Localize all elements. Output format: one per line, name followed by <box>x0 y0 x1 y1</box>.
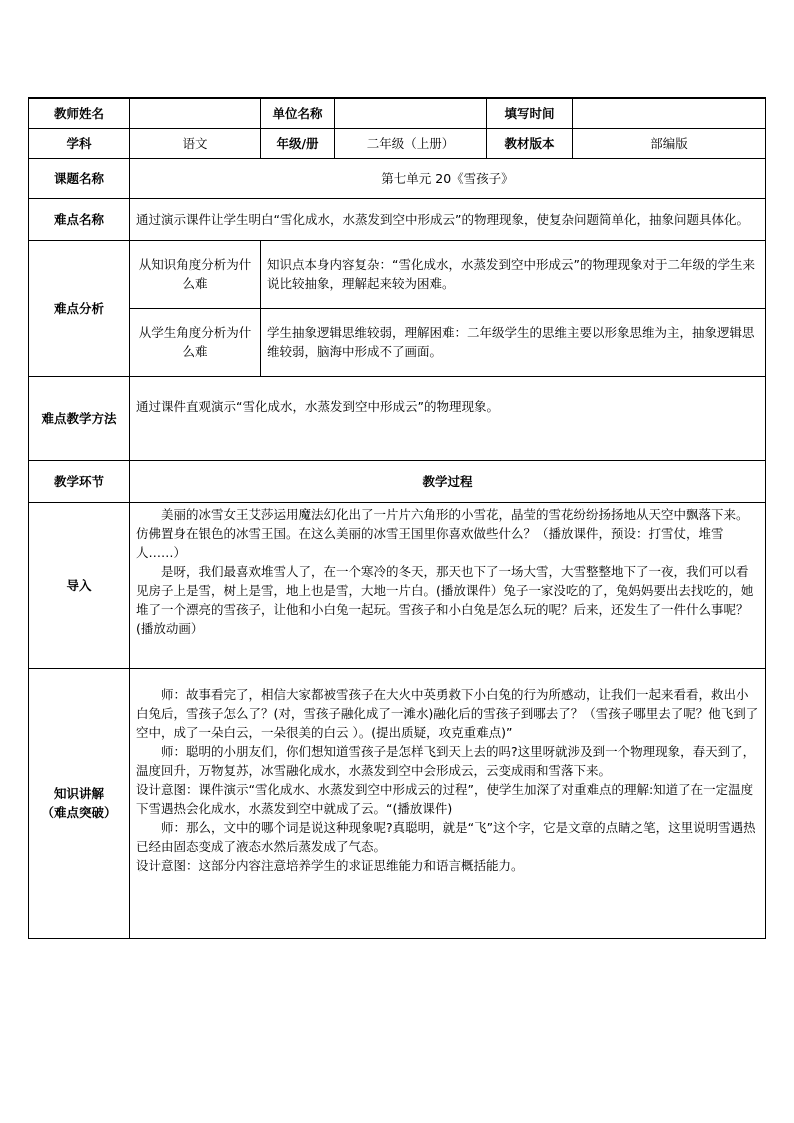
student-angle-label: 从学生角度分析为什么难 <box>130 308 261 376</box>
grade-value: 二年级（上册） <box>335 128 487 158</box>
lesson-plan-table <box>28 97 766 939</box>
process-stage-label: 教学环节 <box>29 460 130 502</box>
intro-paragraph-1: 美丽的冰雪女王艾莎运用魔法幻化出了一片片六角形的小雪花，晶莹的雪花纷纷扬扬地从天空中飘落下来。仿佛置身在银色的冰雪王国。在这么美丽的冰雪王国里你喜欢做些什么？（播放课件，预设：打雪仗，堆雪人……） <box>136 506 749 560</box>
grade-label: 年级/册 <box>261 128 335 158</box>
process-content-label: 教学过程 <box>130 460 766 502</box>
difficulty-value: 通过演示课件让学生明白“雪化成水，水蒸发到空中形成云”的物理现象，使复杂问题简单化，抽象问题具体化。 <box>130 198 766 240</box>
subject-value: 语文 <box>130 128 261 158</box>
edition-label: 教材版本 <box>487 128 573 158</box>
student-angle-value: 学生抽象逻辑思维较弱，理解困难：二年级学生的思维主要以形象思维为主，抽象逻辑思维较弱，脑海中形成不了画面。 <box>261 308 766 376</box>
intro-content <box>130 502 766 668</box>
intro-row <box>29 502 766 668</box>
lesson-row <box>29 158 766 198</box>
fill-date-value <box>573 98 766 128</box>
analysis-knowledge-row <box>29 240 766 308</box>
lesson-label: 课题名称 <box>29 158 130 198</box>
knowledge-label-cell <box>29 668 130 938</box>
knowledge-label: 知识讲解 <box>53 786 104 801</box>
analysis-label: 难点分析 <box>29 240 130 376</box>
knowledge-angle-label: 从知识角度分析为什么难 <box>130 240 261 308</box>
unit-name-label: 单位名称 <box>261 98 335 128</box>
knowledge-content <box>130 668 766 938</box>
teacher-name-label: 教师姓名 <box>29 98 130 128</box>
knowledge-paragraph-2: 师：聪明的小朋友们，你们想知道雪孩子是怎样飞到天上去的吗?这里呀就涉及到一个物理现象，春天到了，温度回升，万物复苏，冰雪融化成水，水蒸发到空中会形成云，云变成雨和雪落下来。 <box>136 743 756 778</box>
method-label: 难点教学方法 <box>29 376 130 460</box>
analysis-student-row <box>29 308 766 376</box>
fill-date-label: 填写时间 <box>487 98 573 128</box>
unit-name-value <box>335 98 487 128</box>
knowledge-angle-value: 知识点本身内容复杂：“雪化成水，水蒸发到空中形成云”的物理现象对于二年级的学生来说比较抽象，理解起来较为困难。 <box>261 240 766 308</box>
subject-label: 学科 <box>29 128 130 158</box>
difficulty-row <box>29 198 766 240</box>
intro-label: 导入 <box>29 502 130 668</box>
knowledge-label-sub: （难点突破） <box>41 805 117 820</box>
difficulty-label: 难点名称 <box>29 198 130 240</box>
method-row <box>29 376 766 460</box>
intro-paragraph-2: 是呀，我们最喜欢堆雪人了，在一个寒冷的冬天，那天也下了一场大雪，大雪整整地下了一夜，我们可以看见房子上是雪，树上是雪，地上也是雪，大地一片白。(播放课件）兔子一家没吃的了，兔妈妈要出去找吃的，她堆了一个漂亮的雪孩子，让他和小白兔一起玩。雪孩子和小白兔是怎么玩的呢？后来，还发生了一件什么事呢？(播放动画） <box>136 563 754 636</box>
lesson-plan-page <box>28 97 765 939</box>
knowledge-paragraph-3: 师：那么，文中的哪个词是说这种现象呢?真聪明，就是“飞”这个字，它是文章的点睛之笔，这里说明雪遇热已经由固态变成了液态水然后蒸发成了气态。 <box>136 819 756 854</box>
method-value: 通过课件直观演示“雪化成水，水蒸发到空中形成云”的物理现象。 <box>130 376 766 460</box>
process-header-row <box>29 460 766 502</box>
knowledge-design-intent-2: 设计意图：这部分内容注意培养学生的求证思维能力和语言概括能力。 <box>136 857 524 873</box>
header-row-1 <box>29 98 766 128</box>
knowledge-row <box>29 668 766 938</box>
edition-value: 部编版 <box>573 128 766 158</box>
header-row-2 <box>29 128 766 158</box>
lesson-value: 第七单元 20《雪孩子》 <box>130 158 766 198</box>
teacher-name-value <box>130 98 261 128</box>
knowledge-paragraph-1: 师：故事看完了，相信大家都被雪孩子在大火中英勇救下小白兔的行为所感动，让我们一起来看看，救出小白兔后，雪孩子怎么了？(对，雪孩子融化成了一滩水)融化后的雪孩子到哪去了？（雪孩子哪里去了呢？他飞到了空中，成了一朵白云，一朵很美的白云 ）。(提出质疑，攻克重难点)” <box>136 686 759 740</box>
knowledge-design-intent-1: 设计意图：课件演示“雪化成水、水蒸发到空中形成云的过程”，使学生加深了对重难点的理解:知道了在一定温度下雪遇热会化成水，水蒸发到空中就成了云。“(播放课件) <box>136 781 754 816</box>
